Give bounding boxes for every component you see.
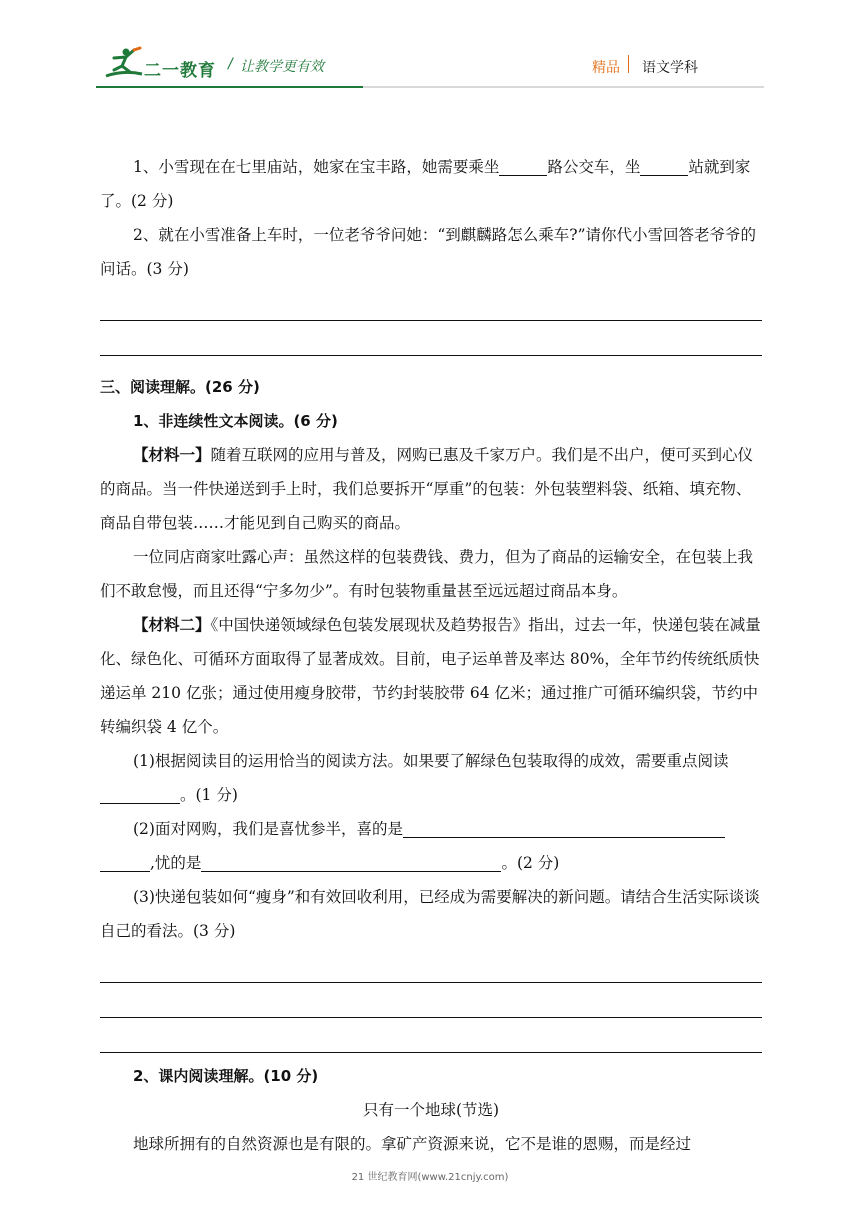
page-header: [0, 0, 860, 110]
q1-text-b: 路公交车，坐: [547, 158, 641, 176]
reading-question-3: (3)快递包装如何“瘦身”和有效回收利用，已经成为需要解决的新问题。请结合生活实际谈谈自己的看法。(3 分): [100, 888, 760, 940]
rq2-text-c: 。(2 分): [501, 854, 560, 872]
answer-line[interactable]: [100, 286, 762, 321]
question-1: [100, 150, 762, 218]
rq2-text-b: ,忧的是: [150, 854, 202, 872]
answer-line[interactable]: [100, 1018, 762, 1053]
answer-line[interactable]: [100, 948, 762, 983]
section-title: 三、阅读理解。(26 分): [100, 378, 260, 396]
answer-blank[interactable]: [201, 851, 501, 872]
subsection-title-1: 1、非连续性文本阅读。(6 分): [133, 412, 338, 430]
question-2: 2、就在小雪准备上车时，一位老爷爷问她：“到麒麟路怎么乘车?”请你代小雪回答老爷爷的问话。(3 分): [100, 226, 757, 278]
q1-text-a: 1、小雪现在在七里庙站，她家在宝丰路，她需要乘坐: [133, 158, 500, 176]
reading-question-2: [100, 812, 762, 880]
rq1-text-b: 。(1 分): [180, 786, 238, 804]
reading-question-1: [100, 744, 762, 812]
answer-line[interactable]: [100, 321, 762, 356]
slogan: 让教学更有效: [240, 59, 324, 75]
tag-divider: [628, 55, 629, 73]
material-2: [100, 608, 762, 744]
material-1-label: 【材料一】: [133, 446, 211, 464]
material-2-text: 《中国快递领域绿色包装发展现状及趋势报告》指出，过去一年，快递包装在减量化、绿色化、可循环方面取得了显著成效。目前，电子运单普及率达 80%，全年节约传统纸质快递运单 210 亿张；通过使用瘦身胶带，节约封装胶带 64 亿米；通过推广可循环编织袋，节约中转编织袋 4 亿个。: [100, 616, 761, 736]
brand-name: 二一教育: [144, 61, 216, 81]
quality-tag: 精品: [592, 60, 620, 76]
rq2-text-a: (2)面对网购，我们是喜忧参半，喜的是: [133, 820, 403, 838]
passage-title: 只有一个地球(节选): [362, 1101, 500, 1119]
header-rule: [96, 86, 764, 88]
material-1-paragraph-2: 一位同店商家吐露心声：虽然这样的包装费钱、费力，但为了商品的运输安全，在包装上我们不敢怠慢，而且还得“宁多勿少”。有时包装物重量甚至远远超过商品本身。: [100, 548, 754, 600]
material-1-text: 随着互联网的应用与普及，网购已惠及千家万户。我们是不出户，便可买到心仪的商品。当一件快递送到手上时，我们总要拆开“厚重”的包装：外包装塑料袋、纸箱、填充物、商品自带包装……才能见到自己购买的商品。: [100, 446, 754, 532]
answer-line[interactable]: [100, 983, 762, 1018]
page-footer: 21 世纪教育网(www.21cnjy.com): [351, 1172, 509, 1183]
passage-paragraph: 地球所拥有的自然资源也是有限的。拿矿产资源来说，它不是谁的恩赐，而是经过: [133, 1135, 692, 1153]
slogan-separator: /: [228, 56, 233, 72]
answer-blank[interactable]: [100, 851, 150, 872]
material-1: [100, 438, 762, 540]
document-body: [100, 150, 762, 1161]
answer-blank[interactable]: [403, 817, 725, 838]
subject-tag: 语文学科: [642, 60, 698, 76]
answer-blank[interactable]: [100, 783, 180, 804]
answer-blank[interactable]: [640, 155, 688, 176]
material-2-label: 【材料二】: [133, 616, 211, 634]
rq1-text-a: (1)根据阅读目的运用恰当的阅读方法。如果要了解绿色包装取得的成效，需要重点阅读: [133, 752, 729, 770]
subsection-title-2: 2、课内阅读理解。(10 分): [133, 1067, 319, 1085]
q1-text-c: 站就到家了。(2 分): [100, 158, 751, 210]
answer-blank[interactable]: [499, 155, 547, 176]
